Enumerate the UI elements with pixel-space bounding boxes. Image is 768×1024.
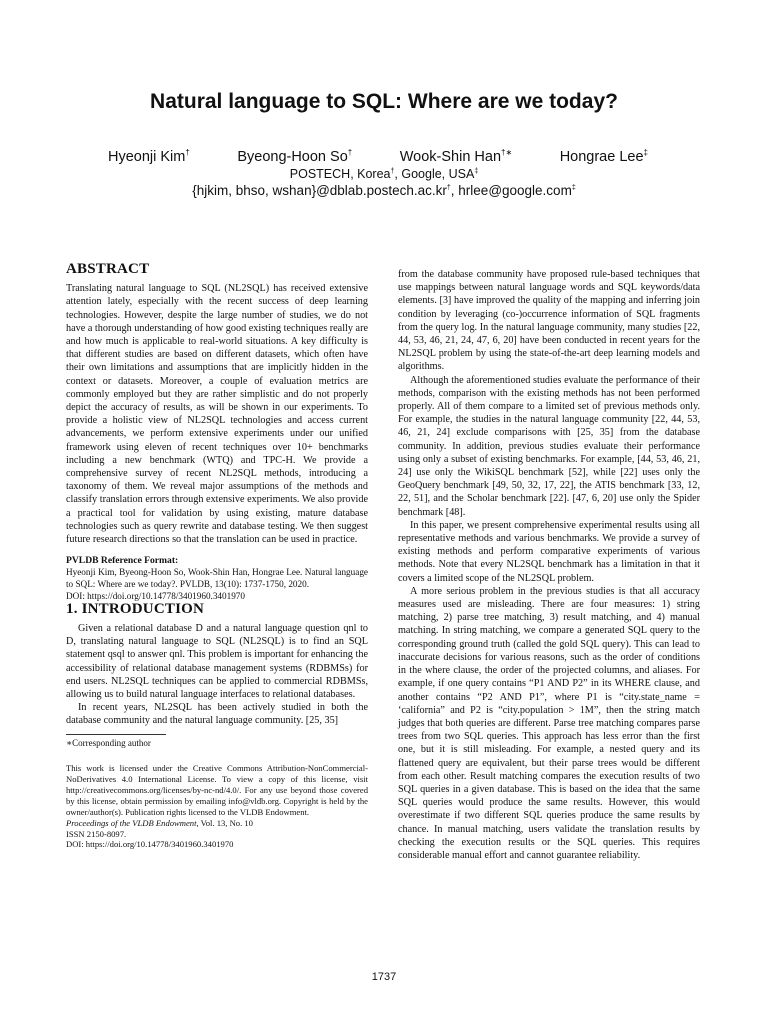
reference-format-doi: DOI: https://doi.org/10.14778/3401960.3401970 bbox=[66, 591, 245, 602]
license-block bbox=[66, 763, 368, 850]
affiliations: POSTECH, Korea†, Google, USA‡ bbox=[289, 167, 479, 181]
abstract-text: Translating natural language to SQL (NL2SQL) has received extensive attention lately, especially with the recent success of deep learning technologies. However, despite the large number of studies, we do not have a thorough understanding of how good existing techniques really are and how much is applicable to real-world situations. A key difficulty is that different studies are based on different datasets, which often have their own limitations and assumptions that are implicitly hidden in the context or datasets. Moreover, a couple of evaluation metrics are commonly employed but they are rather simplistic and do not properly depict the accuracy of results, as will be shown in our experiments. To provide a holistic view of NL2SQL technologies and access current advancements, we perform extensive experiments under our unified framework using eleven of recent techniques over 10+ benchmarks including a new benchmark (WTQ) and TPC-H. We provide a comprehensive survey of recent NL2SQL methods, introducing a taxonomy of them. We reveal major assumptions of the methods and classify translation errors through extensive experiments. We also provide a practical tool for validation by using existing, mature database technologies such as query rewrite and database testing. We then suggest future research directions so that the translation can be used in practice. bbox=[66, 283, 368, 546]
introduction-heading: 1. INTRODUCTION bbox=[66, 600, 205, 617]
body-paragraph: from the database community have proposed rule-based techniques that use mappings between natural language words and SQL keywords/data elements. [3] have improved the quality of the mapping and inferring join condition by leveraging (co-)occurrence information of SQL fragments from the query log. In the natural language community, many studies [22, 44, 53, 46, 21, 24, 47, 6, 20] have been conducted in recent years for the NL2SQL problem by using the state-of-the-art deep learning models and algorithms. bbox=[398, 269, 700, 373]
proceedings-line: Proceedings of the VLDB Endowment, Vol. 13, No. 10 bbox=[66, 817, 253, 828]
left-column bbox=[66, 263, 368, 850]
reference-format-heading: PVLDB Reference Format: bbox=[66, 555, 179, 567]
abstract-heading: ABSTRACT bbox=[66, 261, 150, 277]
author: Byeong-Hoon So† bbox=[237, 148, 353, 165]
author: Wook-Shin Han†∗ bbox=[399, 148, 513, 165]
intro-paragraph: In recent years, NL2SQL has been actively studied in both the database community and the natural language community. [25, 35] bbox=[66, 702, 368, 727]
author: Hyeonji Kim† bbox=[108, 148, 190, 165]
paper-title: Natural language to SQL: Where are we today? bbox=[150, 90, 618, 113]
corresponding-author-footnote: ∗Corresponding author bbox=[66, 737, 151, 748]
doi-line: DOI: https://doi.org/10.14778/3401960.3401970 bbox=[66, 839, 234, 850]
issn-line: ISSN 2150-8097. bbox=[66, 828, 127, 839]
page-number: 1737 bbox=[371, 971, 397, 983]
author-list bbox=[108, 148, 648, 165]
intro-paragraph: Given a relational database D and a natural language question qnl to D, translating natural language to SQL (NL2SQL) is to find an SQL statement qsql to answer qnl. This problem is important for enhancing the accessibility of relational database management systems (RDBMSs) for end users. NL2SQL techniques can be applied to commercial RDBMSs, allowing us to build natural language interfaces to relational databases. bbox=[66, 623, 368, 701]
footnote-rule bbox=[66, 734, 166, 735]
license-text: This work is licensed under the Creative Commons Attribution-NonCommercial-NoDerivatives 4.0 International License. To view a copy of this license, visit http://creativecommons.org/licenses/by-nc-nd/4.0/. For any use beyond those covered by this license, obtain permission by emailing info@vldb.org. Copyright is held by the owner/author(s). Publication rights licensed to the VLDB Endowment. bbox=[66, 763, 368, 817]
body-paragraph: In this paper, we present comprehensive experimental results using all representative methods and various benchmarks. We provide a survey of existing methods and perform comparative experiments of various methods. Note that every NL2SQL benchmark has a limitation in that it covers a limited scope of the NL2SQL problem. bbox=[398, 519, 700, 584]
right-column bbox=[398, 268, 700, 862]
reference-format-citation: Hyeonji Kim, Byeong-Hoon So, Wook-Shin Han, Hongrae Lee. Natural language to SQL: Where are we today?. PVLDB, 13(10): 1737-1750, 2020. bbox=[66, 567, 368, 590]
body-paragraph: Although the aforementioned studies evaluate the performance of their methods, comparison with the existing methods has not been performed properly. All of them compare to a limited set of previous methods only. For example, the studies in the natural language community [22, 44, 53, 46, 21, 24] exclude comparisons with [25, 35] from the database community. In addition, previous studies evaluate their performance using only a subset of existing benchmarks. For example, [44, 53, 46, 21, 24] use only the WikiSQL benchmark [52], while [22] uses only the GeoQuery benchmark [49, 50, 32, 17, 22], the ATIS benchmark [33, 12, 22, 51], and the Scholar benchmark [22]. [47, 6, 20] use only the Spider benchmark [48]. bbox=[398, 374, 700, 518]
author: Hongrae Lee‡ bbox=[559, 148, 648, 165]
body-paragraph: A more serious problem in the previous studies is that all accuracy measures used are misleading. There are four measures: 1) string matching, 2) parse tree matching, 3) result matching, and 4) manual matching. In string matching, we compare a generated SQL query to the corresponding ground truth (called the gold SQL query). This can lead to inaccurate decisions for various reasons, such as the order of conditions in the where clause, the order of the projected columns, and aliases. For example, if one query contains “P1 AND P2” in its WHERE clause, and another contains “P2 AND P1”, where P1 is “city.state_name = ‘california” and P2 is “city.population > 1M”, then the string match judges that both queries are different. Parse tree matching compares parse trees from two SQL queries. This approach has less error than the first one, but it is still misleading. For example, a nested query and its flattened query are equivalent, but their parse trees would be different from each other. Result matching compares the execution results of two SQL queries in a given database. This is based on the idea that the same SQL queries would produce the same results. However, this would overestimate if two different SQL queries produce the same results by chance. In manual matching, users validate the translation results by checking the execution results or the SQL queries. This requires considerable manual effort and cannot guarantee reliability. bbox=[398, 585, 700, 861]
author-emails: {hjkim, bhso, wshan}@dblab.postech.ac.kr†, hrlee@google.com‡ bbox=[192, 183, 576, 198]
